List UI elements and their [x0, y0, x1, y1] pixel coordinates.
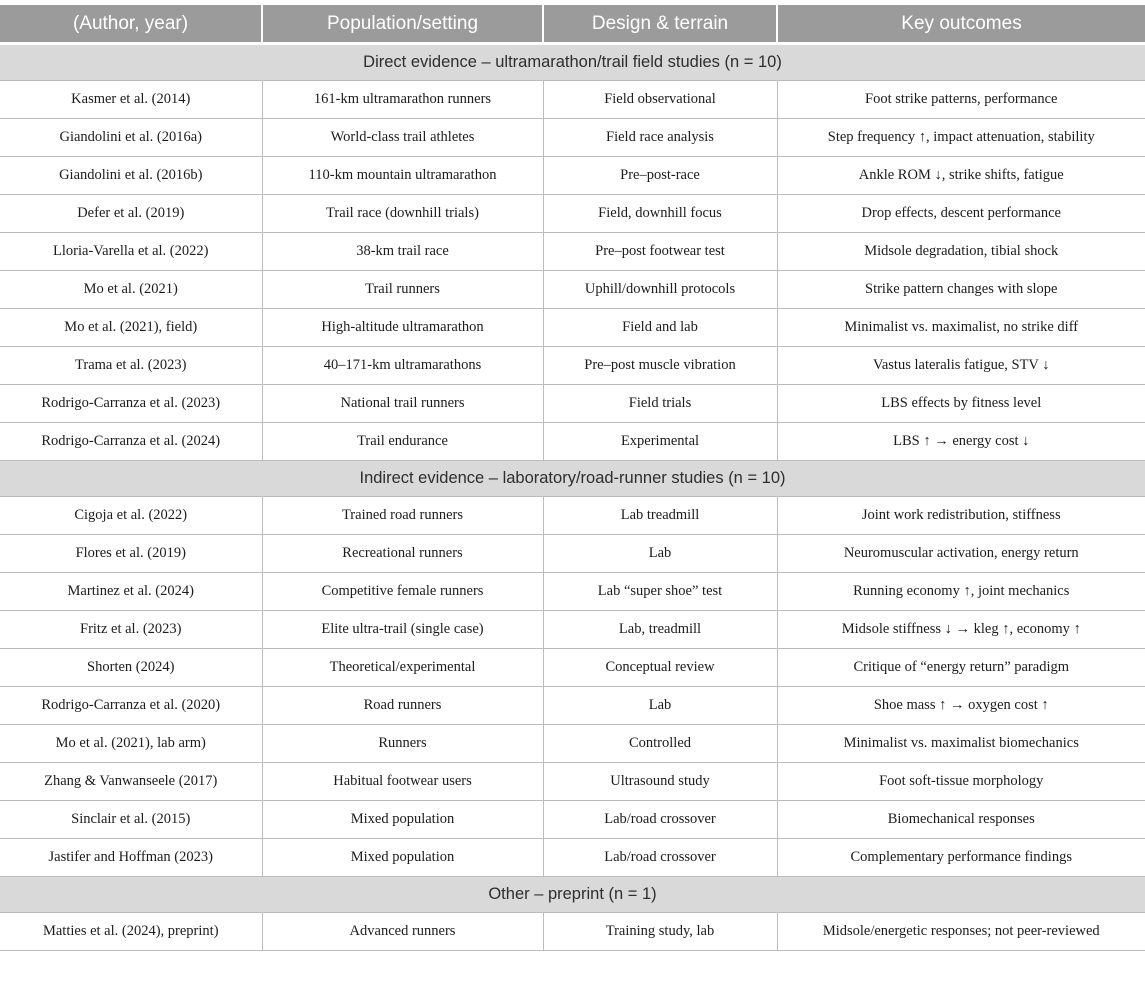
- table-row: [0, 725, 1145, 763]
- section-header: Indirect evidence – laboratory/road-runner studies (n = 10): [0, 461, 1145, 497]
- cell-design: Lab treadmill: [543, 497, 777, 535]
- cell-population: 38-km trail race: [262, 233, 543, 271]
- cell-design: Pre–post muscle vibration: [543, 347, 777, 385]
- cell-outcomes: Midsole degradation, tibial shock: [777, 233, 1145, 271]
- cell-design: Pre–post footwear test: [543, 233, 777, 271]
- table-row: [0, 573, 1145, 611]
- cell-outcomes: LBS effects by fitness level: [777, 385, 1145, 423]
- cell-design: Experimental: [543, 423, 777, 461]
- cell-author: Martinez et al. (2024): [0, 573, 262, 611]
- cell-outcomes: Drop effects, descent performance: [777, 195, 1145, 233]
- cell-outcomes: Running economy ↑, joint mechanics: [777, 573, 1145, 611]
- cell-design: Lab/road crossover: [543, 801, 777, 839]
- cell-design: Uphill/downhill protocols: [543, 271, 777, 309]
- column-header-design: Design & terrain: [543, 5, 777, 44]
- cell-population: National trail runners: [262, 385, 543, 423]
- table-row: [0, 347, 1145, 385]
- table-row: [0, 497, 1145, 535]
- column-header-outcomes: Key outcomes: [777, 5, 1145, 44]
- cell-author: Cigoja et al. (2022): [0, 497, 262, 535]
- studies-table: [0, 5, 1145, 951]
- cell-design: Lab: [543, 687, 777, 725]
- cell-population: Mixed population: [262, 801, 543, 839]
- cell-population: High-altitude ultramarathon: [262, 309, 543, 347]
- cell-design: Ultrasound study: [543, 763, 777, 801]
- table-row: [0, 385, 1145, 423]
- cell-population: Trail runners: [262, 271, 543, 309]
- column-header-author: (Author, year): [0, 5, 262, 44]
- cell-author: Defer et al. (2019): [0, 195, 262, 233]
- cell-design: Field race analysis: [543, 119, 777, 157]
- cell-population: Mixed population: [262, 839, 543, 877]
- cell-outcomes: Step frequency ↑, impact attenuation, stability: [777, 119, 1145, 157]
- cell-author: Mo et al. (2021): [0, 271, 262, 309]
- cell-design: Pre–post-race: [543, 157, 777, 195]
- cell-outcomes: Shoe mass ↑ → oxygen cost ↑: [777, 687, 1145, 725]
- cell-author: Kasmer et al. (2014): [0, 81, 262, 119]
- cell-design: Lab “super shoe” test: [543, 573, 777, 611]
- cell-author: Zhang & Vanwanseele (2017): [0, 763, 262, 801]
- cell-population: 161-km ultramarathon runners: [262, 81, 543, 119]
- cell-population: Recreational runners: [262, 535, 543, 573]
- cell-design: Training study, lab: [543, 913, 777, 951]
- cell-author: Giandolini et al. (2016a): [0, 119, 262, 157]
- column-header-population: Population/setting: [262, 5, 543, 44]
- cell-outcomes: Joint work redistribution, stiffness: [777, 497, 1145, 535]
- cell-population: Elite ultra-trail (single case): [262, 611, 543, 649]
- cell-author: Rodrigo-Carranza et al. (2020): [0, 687, 262, 725]
- cell-outcomes: Strike pattern changes with slope: [777, 271, 1145, 309]
- cell-outcomes: Complementary performance findings: [777, 839, 1145, 877]
- cell-outcomes: Midsole/energetic responses; not peer-reviewed: [777, 913, 1145, 951]
- cell-author: Trama et al. (2023): [0, 347, 262, 385]
- table-row: [0, 157, 1145, 195]
- cell-design: Field observational: [543, 81, 777, 119]
- table-row: [0, 535, 1145, 573]
- cell-population: Theoretical/experimental: [262, 649, 543, 687]
- cell-population: Advanced runners: [262, 913, 543, 951]
- cell-outcomes: LBS ↑ → energy cost ↓: [777, 423, 1145, 461]
- table-row: [0, 423, 1145, 461]
- table-row: [0, 687, 1145, 725]
- cell-outcomes: Biomechanical responses: [777, 801, 1145, 839]
- cell-design: Lab/road crossover: [543, 839, 777, 877]
- cell-outcomes: Foot soft-tissue morphology: [777, 763, 1145, 801]
- table-row: [0, 119, 1145, 157]
- cell-design: Lab: [543, 535, 777, 573]
- header-row: [0, 5, 1145, 44]
- section-header-row: [0, 44, 1145, 81]
- cell-population: Trail race (downhill trials): [262, 195, 543, 233]
- table-row: [0, 611, 1145, 649]
- cell-population: 40–171-km ultramarathons: [262, 347, 543, 385]
- section-header: Direct evidence – ultramarathon/trail field studies (n = 10): [0, 44, 1145, 81]
- cell-author: Matties et al. (2024), preprint): [0, 913, 262, 951]
- cell-population: Runners: [262, 725, 543, 763]
- section-header-row: [0, 461, 1145, 497]
- cell-population: Road runners: [262, 687, 543, 725]
- cell-outcomes: Ankle ROM ↓, strike shifts, fatigue: [777, 157, 1145, 195]
- cell-design: Controlled: [543, 725, 777, 763]
- cell-population: Competitive female runners: [262, 573, 543, 611]
- table-row: [0, 233, 1145, 271]
- table-row: [0, 801, 1145, 839]
- cell-author: Mo et al. (2021), lab arm): [0, 725, 262, 763]
- cell-author: Shorten (2024): [0, 649, 262, 687]
- cell-population: Trained road runners: [262, 497, 543, 535]
- cell-author: Sinclair et al. (2015): [0, 801, 262, 839]
- cell-outcomes: Vastus lateralis fatigue, STV ↓: [777, 347, 1145, 385]
- section-header: Other – preprint (n = 1): [0, 877, 1145, 913]
- table-header: [0, 5, 1145, 44]
- cell-design: Field trials: [543, 385, 777, 423]
- cell-design: Lab, treadmill: [543, 611, 777, 649]
- cell-author: Flores et al. (2019): [0, 535, 262, 573]
- cell-author: Lloria-Varella et al. (2022): [0, 233, 262, 271]
- cell-population: Habitual footwear users: [262, 763, 543, 801]
- cell-outcomes: Foot strike patterns, performance: [777, 81, 1145, 119]
- cell-author: Jastifer and Hoffman (2023): [0, 839, 262, 877]
- cell-outcomes: Critique of “energy return” paradigm: [777, 649, 1145, 687]
- table-row: [0, 309, 1145, 347]
- table-row: [0, 195, 1145, 233]
- cell-design: Conceptual review: [543, 649, 777, 687]
- cell-outcomes: Minimalist vs. maximalist biomechanics: [777, 725, 1145, 763]
- cell-author: Rodrigo-Carranza et al. (2023): [0, 385, 262, 423]
- cell-population: Trail endurance: [262, 423, 543, 461]
- cell-author: Giandolini et al. (2016b): [0, 157, 262, 195]
- cell-population: 110-km mountain ultramarathon: [262, 157, 543, 195]
- table-row: [0, 81, 1145, 119]
- cell-design: Field and lab: [543, 309, 777, 347]
- cell-outcomes: Midsole stiffness ↓ → kleg ↑, economy ↑: [777, 611, 1145, 649]
- cell-design: Field, downhill focus: [543, 195, 777, 233]
- cell-outcomes: Minimalist vs. maximalist, no strike diff: [777, 309, 1145, 347]
- table-row: [0, 913, 1145, 951]
- table-body: [0, 44, 1145, 951]
- cell-author: Rodrigo-Carranza et al. (2024): [0, 423, 262, 461]
- table-row: [0, 649, 1145, 687]
- table-row: [0, 839, 1145, 877]
- cell-outcomes: Neuromuscular activation, energy return: [777, 535, 1145, 573]
- table-row: [0, 271, 1145, 309]
- cell-author: Fritz et al. (2023): [0, 611, 262, 649]
- cell-population: World-class trail athletes: [262, 119, 543, 157]
- section-header-row: [0, 877, 1145, 913]
- table-row: [0, 763, 1145, 801]
- cell-author: Mo et al. (2021), field): [0, 309, 262, 347]
